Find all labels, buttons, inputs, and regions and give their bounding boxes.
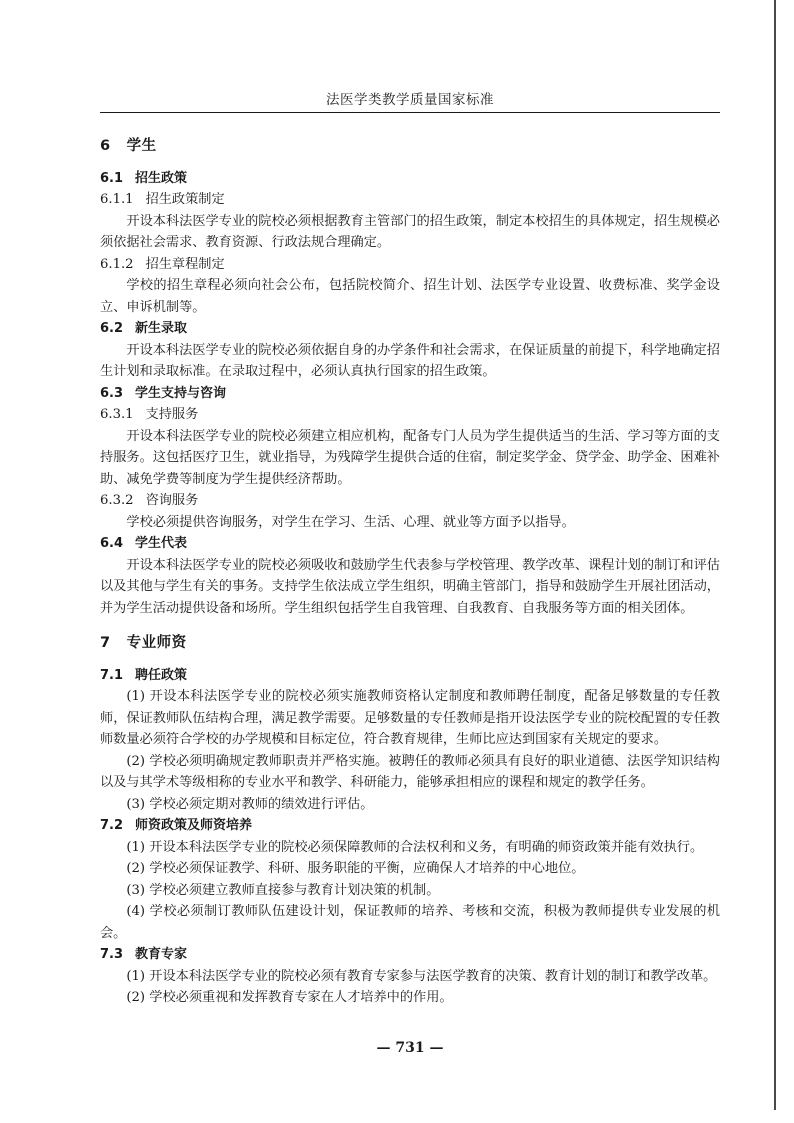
body-paragraph: 学校必须提供咨询服务，对学生在学习、生活、心理、就业等方面予以指导。 bbox=[126, 514, 575, 530]
subsection-number: 7.3 bbox=[100, 947, 124, 962]
clause-number: 6.1.1 bbox=[100, 192, 134, 207]
body-paragraph: (3) 学校必须定期对教师的绩效进行评估。 bbox=[126, 796, 374, 812]
section-number: 7 bbox=[100, 635, 111, 651]
subsection-title: 教育专家 bbox=[135, 947, 188, 962]
body-paragraph: (3) 学校必须建立教师直接参与教育计划决策的机制。 bbox=[126, 882, 440, 898]
subsection-title: 学生支持与咨询 bbox=[135, 385, 227, 401]
body-paragraph: 开设本科法医学专业的院校必须建立相应机构，配备专门人员为学生提供适当的生活、学习等方面的支持服务。这包括医疗卫生，就业指导，为残障学生提供合适的住宿，制定奖学金、贷学金、助学金、困难补助、减免学费等制度为学生提供经济帮助。 bbox=[100, 428, 720, 487]
clause-number: 6.3.2 bbox=[100, 493, 134, 508]
clause-heading bbox=[100, 254, 720, 276]
subsection-title: 师资政策及师资培养 bbox=[135, 818, 253, 833]
subsection-heading bbox=[100, 944, 720, 966]
section-heading bbox=[100, 136, 720, 158]
section-heading bbox=[100, 633, 720, 655]
section-title: 学生 bbox=[126, 138, 157, 154]
clause-title: 咨询服务 bbox=[145, 493, 199, 508]
body-paragraph: (1) 开设本科法医学专业的院校必须实施教师资格认定制度和教师聘任制度，配备足够数量的专任教师，保证教师队伍结构合理，满足教学需要。足够数量的专任教师是指开设法医学专业的院校配置的专任教师数量必须符合学校的办学规模和目标定位，符合教育规律，生师比应达到国家有关规定的要求。 bbox=[100, 689, 720, 747]
subsection-heading bbox=[100, 383, 720, 405]
subsection-heading bbox=[100, 815, 720, 837]
page-number: — 731 — bbox=[376, 1040, 444, 1056]
subsection-heading bbox=[100, 168, 720, 190]
document-body bbox=[100, 134, 720, 1009]
running-header: 法医学类教学质量国家标准 bbox=[326, 92, 494, 108]
scan-edge-line bbox=[774, 0, 776, 1110]
clause-title: 招生章程制定 bbox=[145, 256, 225, 272]
subsection-title: 学生代表 bbox=[135, 536, 188, 551]
subsection-heading bbox=[100, 533, 720, 555]
subsection-heading bbox=[100, 318, 720, 340]
subsection-number: 6.4 bbox=[100, 536, 124, 551]
clause-heading bbox=[100, 404, 720, 426]
subsection-number: 6.2 bbox=[100, 321, 124, 336]
subsection-title: 招生政策 bbox=[135, 170, 188, 186]
subsection-number: 7.2 bbox=[100, 818, 124, 833]
clause-heading bbox=[100, 490, 720, 512]
subsection-number: 6.1 bbox=[100, 170, 124, 186]
body-paragraph: 学校的招生章程必须向社会公布，包括院校简介、招生计划、法医学专业设置、收费标准、奖学金设立、申诉机制等。 bbox=[100, 278, 720, 315]
clause-title: 招生政策制定 bbox=[145, 192, 225, 207]
body-paragraph: 开设本科法医学专业的院校必须吸收和鼓励学生代表参与学校管理、教学改革、课程计划的制订和评估以及其他与学生有关的事务。支持学生依法成立学生组织，明确主管部门，指导和鼓励学生开展社团活动，并为学生活动提供设备和场所。学生组织包括学生自我管理、自我教育、自我服务等方面的相关团体。 bbox=[100, 557, 720, 616]
body-paragraph: (1) 开设本科法医学专业的院校必须有教育专家参与法医学教育的决策、教育计划的制订和教学改革。 bbox=[126, 968, 717, 984]
body-paragraph: 开设本科法医学专业的院校必须依据自身的办学条件和社会需求，在保证质量的前提下，科学地确定招生计划和录取标准。在录取过程中，必须认真执行国家的招生政策。 bbox=[100, 342, 720, 379]
body-paragraph: (2) 学校必须保证教学、科研、服务职能的平衡，应确保人才培养的中心地位。 bbox=[126, 861, 585, 876]
subsection-number: 6.3 bbox=[100, 385, 124, 401]
header-rule bbox=[100, 112, 720, 113]
section-title: 专业师资 bbox=[126, 635, 187, 651]
subsection-title: 聘任政策 bbox=[135, 667, 188, 683]
body-paragraph: (1) 开设本科法医学专业的院校必须保障教师的合法权利和义务，有明确的师资政策并能有效执行。 bbox=[126, 839, 704, 855]
section-number: 6 bbox=[100, 138, 111, 154]
subsection-title: 新生录取 bbox=[135, 321, 188, 336]
clause-title: 支持服务 bbox=[145, 407, 199, 422]
body-paragraph: (2) 学校必须明确规定教师职责并严格实施。被聘任的教师必须具有良好的职业道德、法医学知识结构以及与其学术等级相称的专业水平和教学、科研能力，能够承担相应的课程和规定的教学任务。 bbox=[100, 753, 720, 790]
clause-number: 6.3.1 bbox=[100, 407, 134, 422]
body-paragraph: (2) 学校必须重视和发挥教育专家在人才培养中的作用。 bbox=[126, 990, 453, 1005]
subsection-number: 7.1 bbox=[100, 667, 124, 683]
body-paragraph: (4) 学校必须制订教师队伍建设计划，保证教师的培养、考核和交流，积极为教师提供专业发展的机会。 bbox=[100, 904, 720, 941]
clause-number: 6.1.2 bbox=[100, 256, 134, 272]
subsection-heading bbox=[100, 665, 720, 687]
body-paragraph: 开设本科法医学专业的院校必须根据教育主管部门的招生政策，制定本校招生的具体规定，招生规模必须依据社会需求、教育资源、行政法规合理确定。 bbox=[100, 213, 720, 250]
clause-heading bbox=[100, 189, 720, 211]
